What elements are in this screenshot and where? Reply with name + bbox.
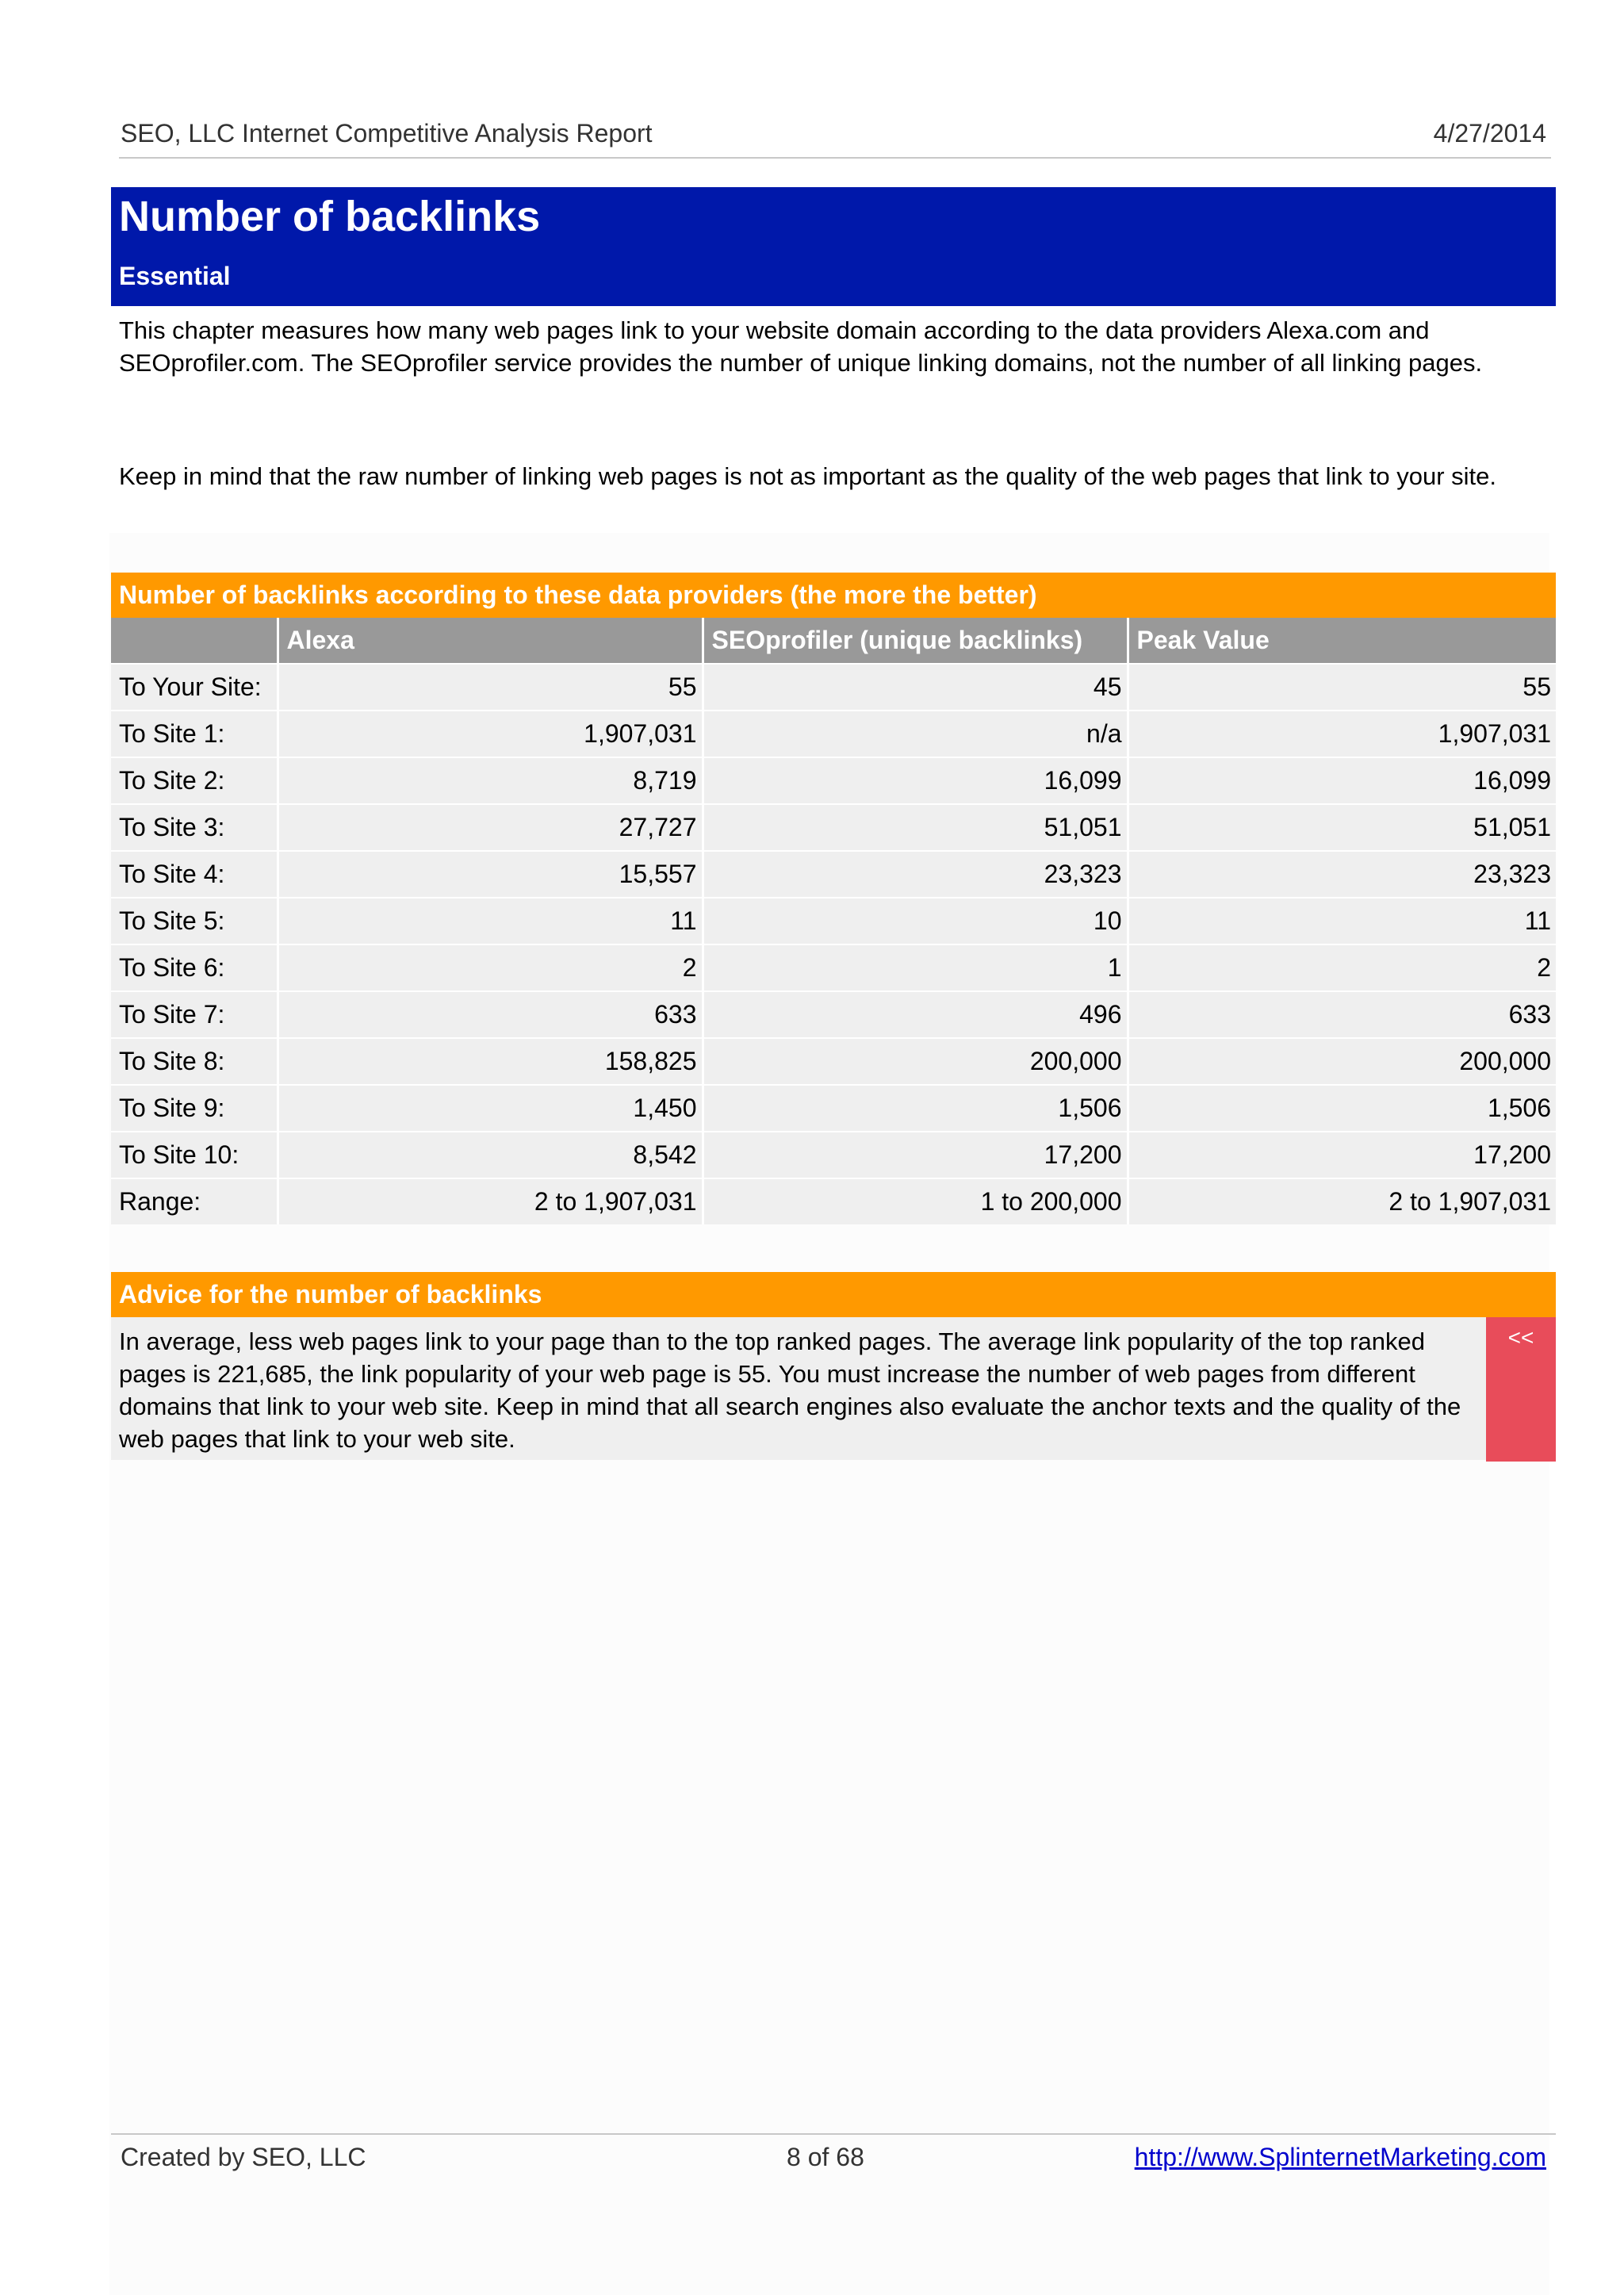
- table-row: [111, 804, 1556, 851]
- table-cell: 10: [703, 898, 1128, 944]
- table-cell: 45: [703, 664, 1128, 711]
- row-label: To Your Site:: [111, 664, 278, 711]
- table-row: [111, 1132, 1556, 1178]
- table-cell: 200,000: [703, 1038, 1128, 1085]
- table-cell: 17,200: [703, 1132, 1128, 1178]
- table-cell: 1: [703, 944, 1128, 991]
- advice-text: In average, less web pages link to your page than to the top ranked pages. The average link popularity of the top ranked pages is 221,685, the link popularity of your web page is 55. You must increase the number of web pages from different domains that link to your web site. Keep in mind that all search engines also evaluate the anchor texts and the quality of the web pages that link to your web site.: [119, 1328, 1461, 1453]
- table-cell: 2: [1128, 944, 1556, 991]
- table-cell: n/a: [703, 711, 1128, 757]
- table-cell: 2 to 1,907,031: [1128, 1178, 1556, 1224]
- table-cell: 158,825: [278, 1038, 703, 1085]
- table-cell: 2: [278, 944, 703, 991]
- table-cell: 633: [1128, 991, 1556, 1038]
- section-title: Number of backlinks: [119, 193, 541, 240]
- row-label: To Site 4:: [111, 851, 278, 898]
- table-cell: 2 to 1,907,031: [278, 1178, 703, 1224]
- row-label: To Site 5:: [111, 898, 278, 944]
- table-row: [111, 851, 1556, 898]
- advice-title: Advice for the number of backlinks: [111, 1272, 1556, 1317]
- section-banner: [111, 187, 1556, 306]
- report-title: SEO, LLC Internet Competitive Analysis Report: [121, 119, 653, 148]
- table-row: [111, 944, 1556, 991]
- table-cell: 23,323: [1128, 851, 1556, 898]
- table-cell: 1,907,031: [1128, 711, 1556, 757]
- table-cell: 17,200: [1128, 1132, 1556, 1178]
- table-row: [111, 1178, 1556, 1224]
- backlinks-table: [111, 573, 1556, 1224]
- table-row: [111, 757, 1556, 804]
- row-label: Range:: [111, 1178, 278, 1224]
- table-cell: 16,099: [1128, 757, 1556, 804]
- footer-link[interactable]: http://www.SplinternetMarketing.com: [1134, 2143, 1546, 2171]
- column-header-peak-value: Peak Value: [1128, 618, 1556, 664]
- row-label: To Site 8:: [111, 1038, 278, 1085]
- table-cell: 200,000: [1128, 1038, 1556, 1085]
- row-label: To Site 2:: [111, 757, 278, 804]
- table-cell: 8,719: [278, 757, 703, 804]
- table-cell: 51,051: [1128, 804, 1556, 851]
- advice-body: [111, 1317, 1556, 1460]
- table-cell: 633: [278, 991, 703, 1038]
- footer-credit: Created by SEO, LLC: [121, 2143, 366, 2171]
- table-row: [111, 898, 1556, 944]
- row-label: To Site 10:: [111, 1132, 278, 1178]
- report-date: 4/27/2014: [1433, 119, 1546, 148]
- row-label: To Site 1:: [111, 711, 278, 757]
- table-cell: 51,051: [703, 804, 1128, 851]
- table-cell: 1 to 200,000: [703, 1178, 1128, 1224]
- page-number: 8 of 68: [787, 2143, 864, 2171]
- table-body: [111, 664, 1556, 1224]
- table-cell: 16,099: [703, 757, 1128, 804]
- table-row: [111, 991, 1556, 1038]
- row-label: To Site 7:: [111, 991, 278, 1038]
- table-row: [111, 1085, 1556, 1132]
- table-row: [111, 711, 1556, 757]
- table-cell: 1,907,031: [278, 711, 703, 757]
- row-label: To Site 9:: [111, 1085, 278, 1132]
- table-cell: 496: [703, 991, 1128, 1038]
- intro-paragraph-1: This chapter measures how many web pages link to your website domain according to the data providers Alexa.com and SEOprofiler.com. The SEOprofiler service provides the number of unique linking domains, not the number of all linking pages.: [119, 316, 1483, 377]
- row-label: To Site 3:: [111, 804, 278, 851]
- advice-flag: <<: [1486, 1317, 1556, 1462]
- advice-box: [111, 1272, 1556, 1460]
- table-cell: 1,450: [278, 1085, 703, 1132]
- table-cell: 1,506: [1128, 1085, 1556, 1132]
- table-cell: 23,323: [703, 851, 1128, 898]
- table-header-row: [111, 618, 1556, 664]
- row-label: To Site 6:: [111, 944, 278, 991]
- page-header: [119, 117, 1551, 159]
- table-cell: 11: [278, 898, 703, 944]
- intro-paragraph-2: Keep in mind that the raw number of linking web pages is not as important as the quality of the web pages that link to your site.: [119, 462, 1496, 490]
- table-caption: Number of backlinks according to these data providers (the more the better): [111, 573, 1556, 618]
- page-footer: [111, 2133, 1556, 2182]
- table-cell: 1,506: [703, 1085, 1128, 1132]
- table-row: [111, 664, 1556, 711]
- table-cell: 55: [1128, 664, 1556, 711]
- column-header-alexa: Alexa: [278, 618, 703, 664]
- column-header-seoprofiler: SEOprofiler (unique backlinks): [703, 618, 1128, 664]
- table-cell: 55: [278, 664, 703, 711]
- table-row: [111, 1038, 1556, 1085]
- table-cell: 27,727: [278, 804, 703, 851]
- column-header: [111, 618, 278, 664]
- table-cell: 11: [1128, 898, 1556, 944]
- section-subtitle: Essential: [119, 262, 231, 290]
- table-cell: 8,542: [278, 1132, 703, 1178]
- table-cell: 15,557: [278, 851, 703, 898]
